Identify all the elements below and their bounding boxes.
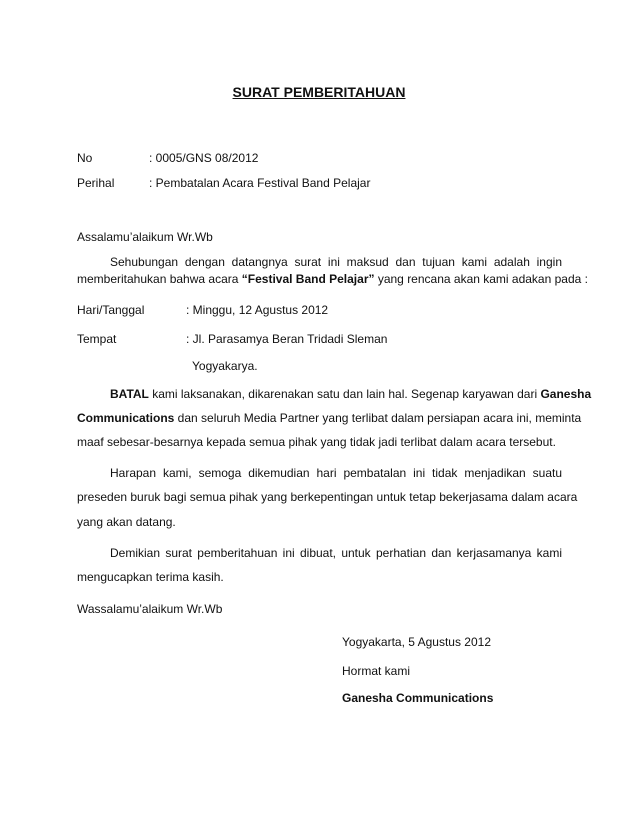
batal-line-1 — [110, 386, 592, 402]
signature-place-date: Yogyakarta, 5 Agustus 2012 — [342, 635, 492, 649]
place-value: : Jl. Parasamya Beran Tridadi Sleman — [186, 332, 388, 346]
closing-salutation: Wassalamu’alaikum Wr.Wb — [77, 602, 223, 616]
event-name: “Festival Band Pelajar” — [241, 272, 375, 286]
signature-regards: Hormat kami — [342, 664, 411, 678]
intro-line-1: Sehubungan dengan datangnya surat ini maksud dan tujuan kami adalah ingin — [110, 255, 562, 269]
perihal-label: Perihal — [77, 176, 115, 190]
batal-line-3: maaf sebesar-besarnya kepada semua pihak yang tidak jadi terlibat dalam acara tersebut. — [77, 435, 556, 449]
signature-company: Ganesha Communications — [342, 691, 494, 705]
batal-line-1-text: kami laksanakan, dikarenakan satu dan lain hal. Segenap karyawan dari — [148, 387, 541, 401]
batal-line-2 — [77, 410, 582, 426]
company-name-part1: Ganesha — [540, 387, 592, 401]
no-label: No — [77, 151, 93, 165]
greeting: Assalamu’alaikum Wr.Wb — [77, 230, 213, 244]
perihal-value: : Pembatalan Acara Festival Band Pelajar — [149, 176, 371, 190]
date-value: : Minggu, 12 Agustus 2012 — [186, 303, 329, 317]
company-name-part2: Communications — [77, 411, 175, 425]
batal-word: BATAL — [110, 387, 149, 401]
harapan-line-1: Harapan kami, semoga dikemudian hari pembatalan ini tidak menjadikan suatu — [110, 466, 562, 480]
date-label: Hari/Tanggal — [77, 303, 145, 317]
letter-title: SURAT PEMBERITAHUAN — [232, 84, 406, 100]
intro-line-2-end: yang rencana akan kami adakan pada : — [374, 272, 588, 286]
harapan-line-2: preseden buruk bagi semua pihak yang berkepentingan untuk tetap bekerjasama dalam acara — [77, 490, 578, 504]
no-value: : 0005/GNS 08/2012 — [149, 151, 259, 165]
intro-line-2 — [77, 271, 588, 287]
harapan-line-3: yang akan datang. — [77, 515, 176, 529]
place-label: Tempat — [77, 332, 117, 346]
demikian-line-1: Demikian surat pemberitahuan ini dibuat, untuk perhatian dan kerjasamanya kami — [110, 546, 562, 560]
batal-line-2-text: dan seluruh Media Partner yang terlibat dalam persiapan acara ini, meminta — [174, 411, 582, 425]
place-continuation: Yogyakarya. — [192, 359, 258, 373]
intro-line-2-text: memberitahukan bahwa acara — [77, 272, 242, 286]
demikian-line-2: mengucapkan terima kasih. — [77, 570, 224, 584]
